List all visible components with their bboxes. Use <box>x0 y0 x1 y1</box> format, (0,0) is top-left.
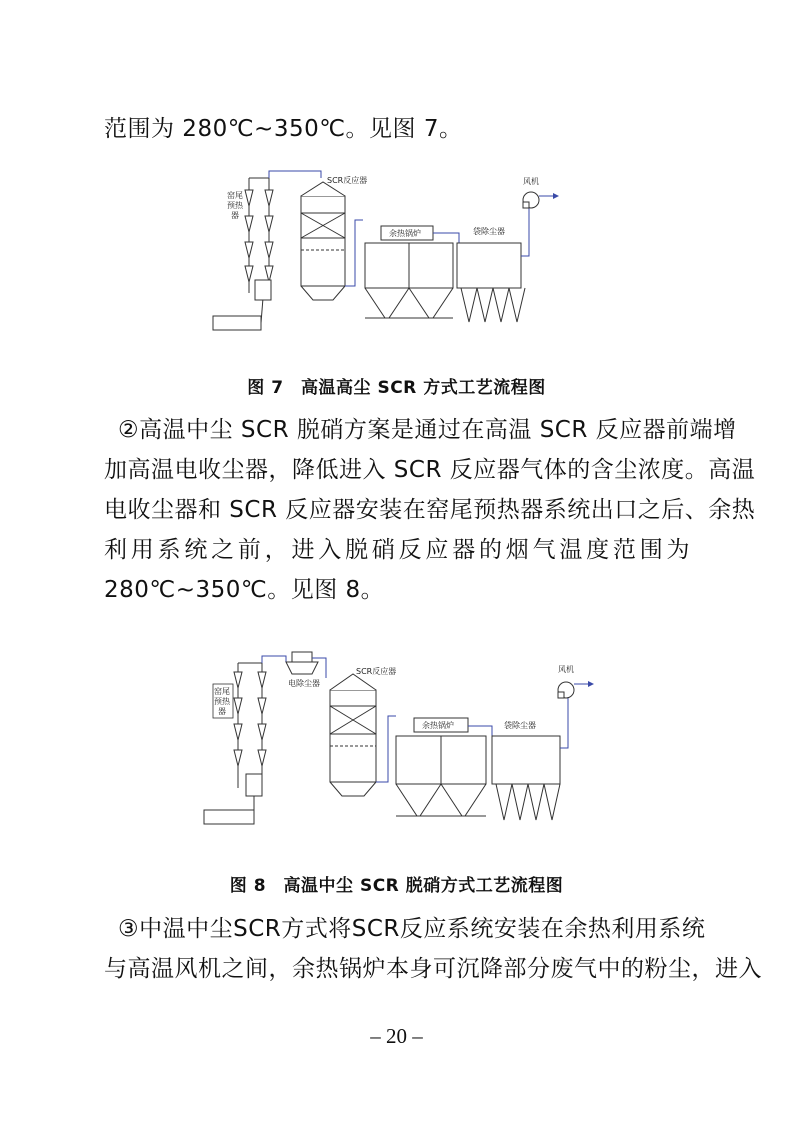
figure-7-diagram <box>205 168 575 338</box>
fig8-preheater-label-1: 窑尾 <box>214 687 230 696</box>
para3-line-1: ③中温中尘SCR方式将SCR反应系统安装在余热利用系统 <box>118 916 706 942</box>
para2-line-1: ②高温中尘 SCR 脱硝方案是通过在高温 SCR 反应器前端增 <box>118 417 737 443</box>
fig7-fan-label: 风机 <box>523 177 539 186</box>
fig7-preheater-label-3: 器 <box>231 211 239 220</box>
para2-line-3: 电收尘器和 SCR 反应器安装在窑尾预热器系统出口之后、余热 <box>104 497 756 523</box>
fig8-scr-reactor-label: SCR反应器 <box>356 667 397 676</box>
para2-line-2: 加高温电收尘器，降低进入 SCR 反应器气体的含尘浓度。高温 <box>104 457 756 483</box>
fig7-preheater-label-1: 窑尾 <box>227 191 243 200</box>
fig8-preheater-label-2: 预热 <box>214 697 230 706</box>
fig7-scr-reactor-label: SCR反应器 <box>327 176 368 185</box>
fig8-preheater-label-3: 器 <box>218 707 226 716</box>
fig7-boiler-label: 余热锅炉 <box>389 229 421 238</box>
figure-8-diagram <box>200 648 600 833</box>
figure-7-caption: 图 7 高温高尘 SCR 方式工艺流程图 <box>247 378 546 398</box>
page-number: – 20 – <box>370 1024 423 1048</box>
fig8-fan-label: 风机 <box>558 665 574 674</box>
para2-line-4: 利用系统之前，进入脱硝反应器的烟气温度范围为 <box>104 537 690 563</box>
intro-line: 范围为 280℃~350℃。见图 7。 <box>104 116 463 142</box>
figure-8-caption: 图 8 高温中尘 SCR 脱硝方式工艺流程图 <box>229 876 564 896</box>
fig8-boiler-label: 余热锅炉 <box>422 721 454 730</box>
para3-line-2: 与高温风机之间，余热锅炉本身可沉降部分废气中的粉尘，进入 <box>104 956 762 982</box>
fig8-bag-filter-label: 袋除尘器 <box>504 721 536 730</box>
para2-line-5: 280℃~350℃。见图 8。 <box>104 577 385 603</box>
fig7-bag-filter-label: 袋除尘器 <box>473 227 505 236</box>
fig8-esp-label: 电除尘器 <box>288 679 320 688</box>
fig7-preheater-label-2: 预热 <box>227 201 243 210</box>
